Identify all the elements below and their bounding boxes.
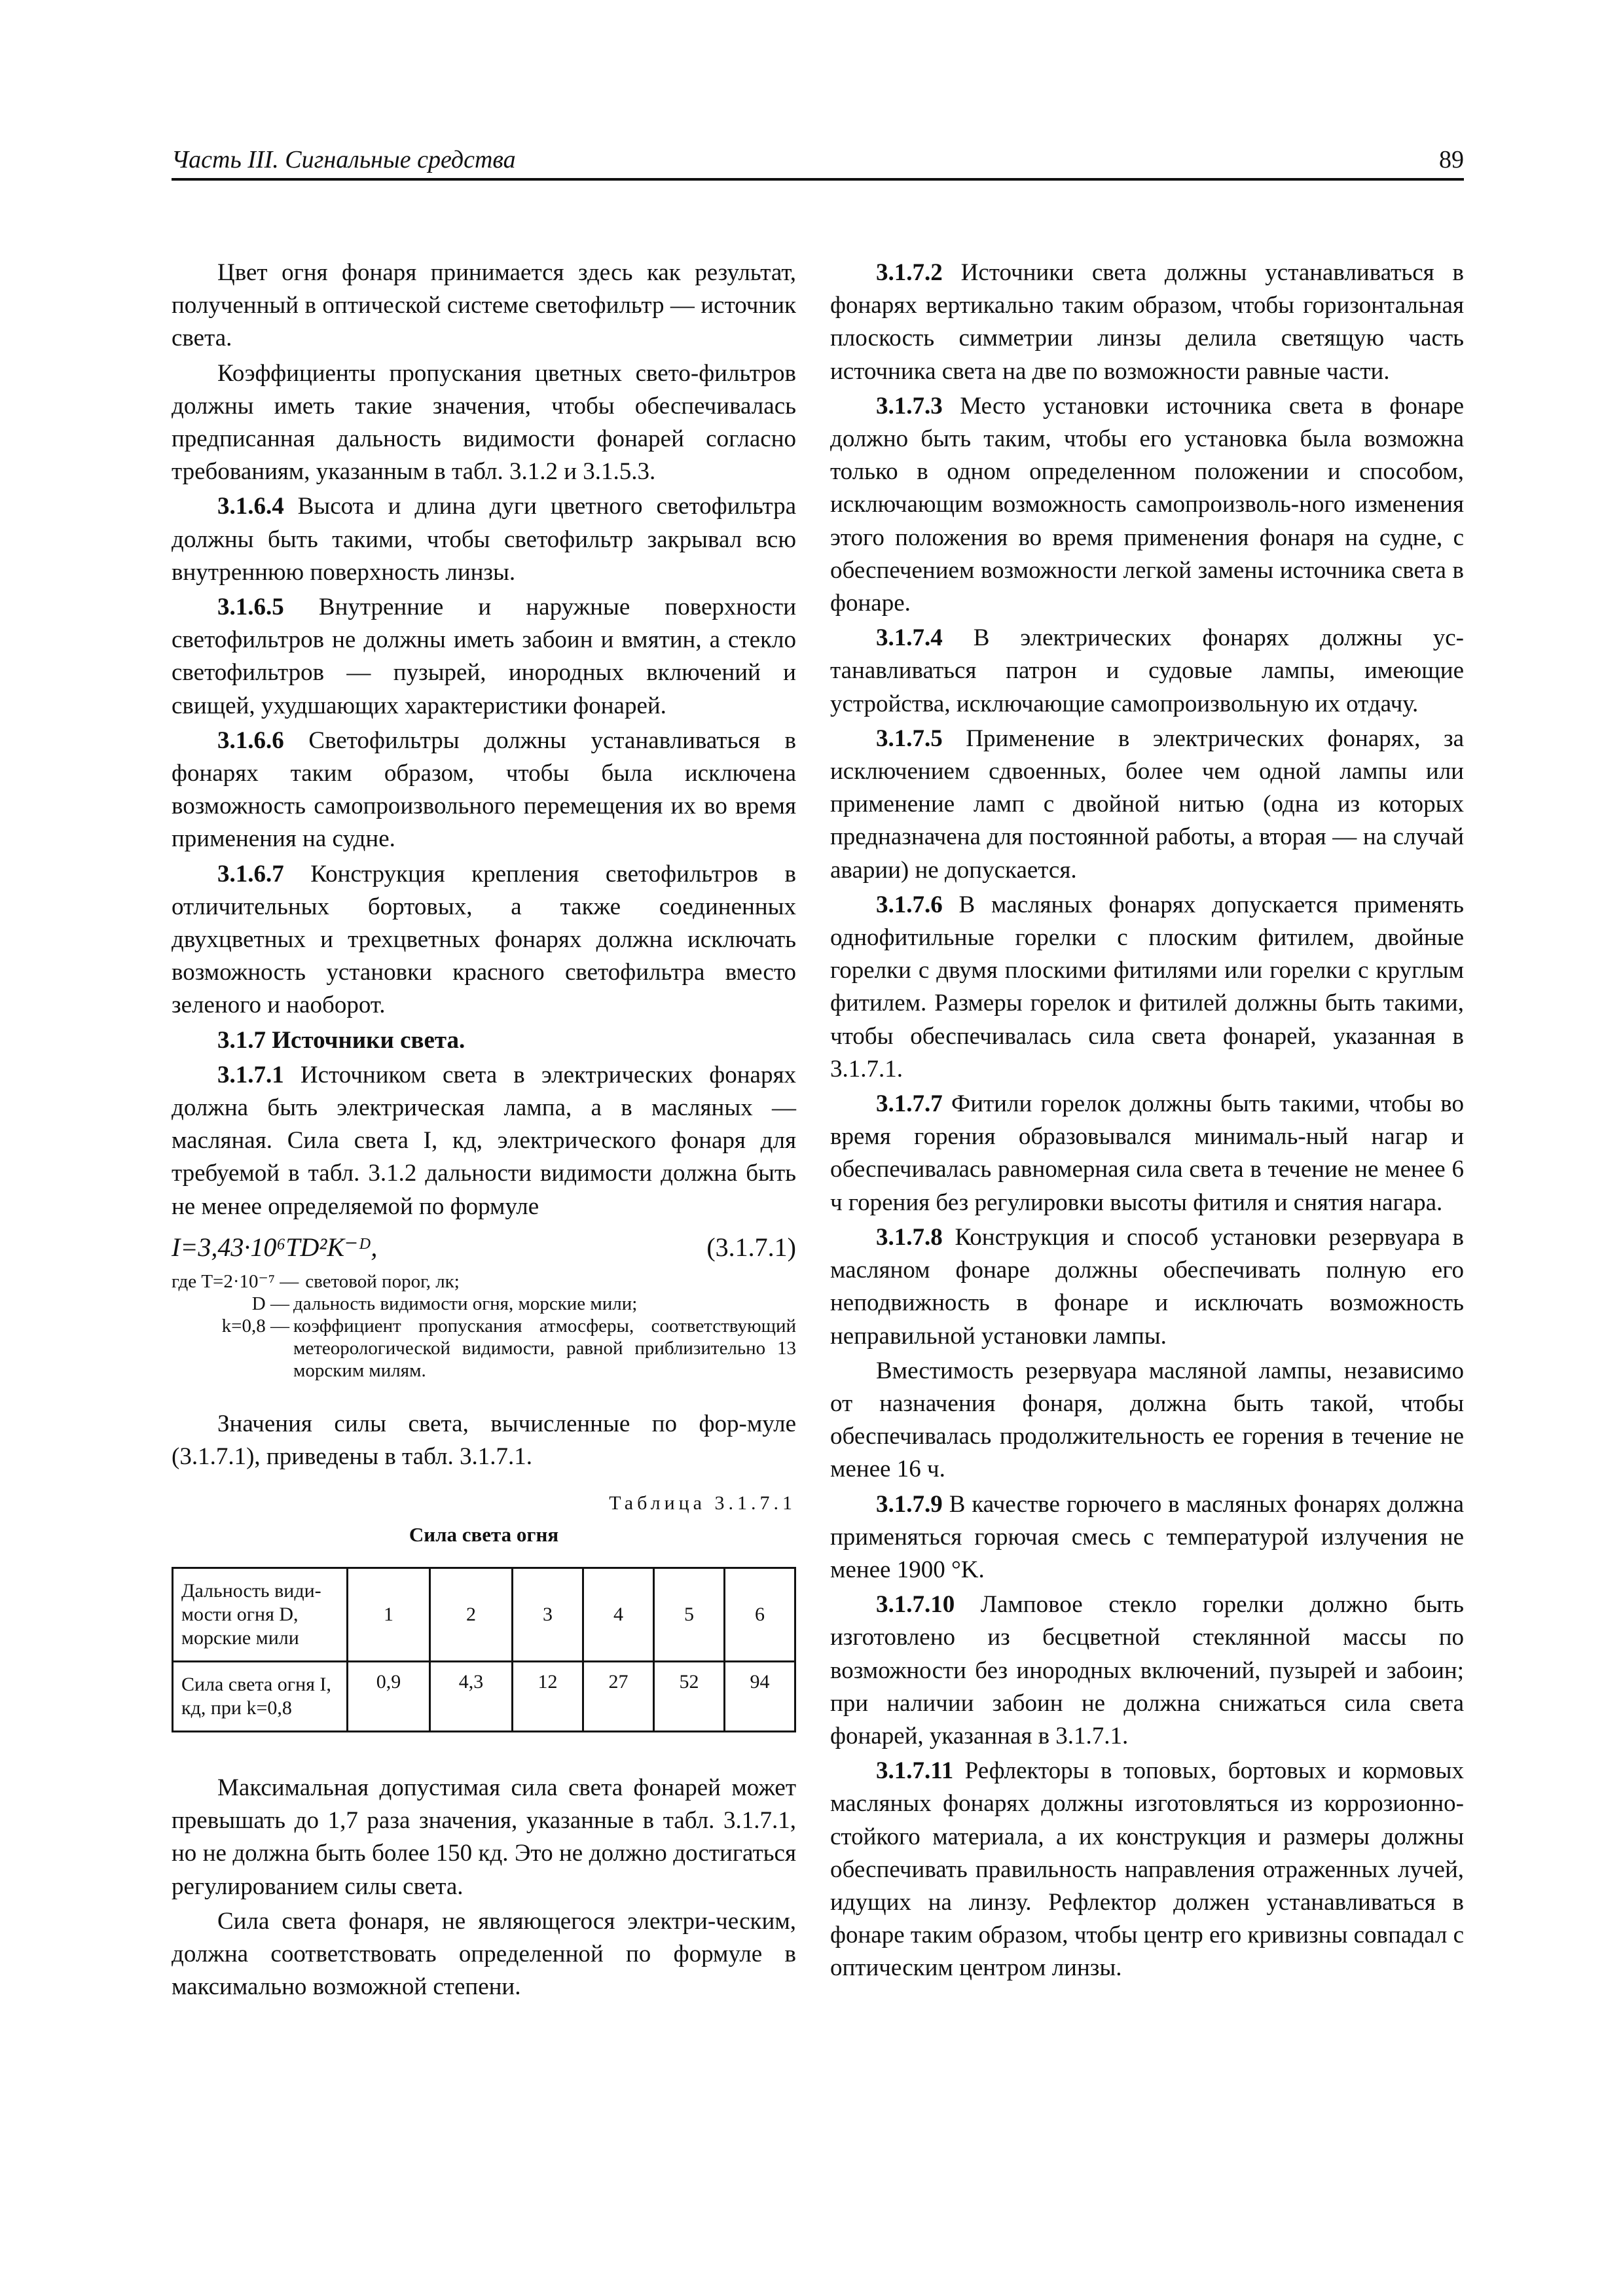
legend-label: где T=2·10⁻⁷ — xyxy=(172,1271,299,1293)
table-cell: 52 xyxy=(654,1661,725,1731)
section-3-1-7-3 xyxy=(830,390,1464,620)
section-number: 3.1.7.6 xyxy=(876,891,943,918)
formula-legend xyxy=(172,1270,796,1382)
section-text: Конструкция и способ установки резервуара в масляном фонаре должны обеспечивать полную его неподвижность в фонаре и исключать возможность неправильной установки лампы. xyxy=(830,1223,1464,1350)
right-column xyxy=(830,257,1464,1987)
section-number: 3.1.6.7 xyxy=(217,860,284,888)
header-rule xyxy=(172,178,1464,181)
section-heading: 3.1.7 Источники света. xyxy=(217,1026,465,1054)
section-text: Применение в электрических фонарях, за исключением сдвоенных, более чем одной лампы или применение ламп с двойной нитью (одна из которых предназначена для постоянной работы, а вторая — на случай аварии) не допускается. xyxy=(830,725,1464,884)
section-number: 3.1.7.9 xyxy=(876,1490,943,1518)
legend-label: k=0,8 — xyxy=(221,1316,289,1337)
left-column xyxy=(172,257,796,2005)
table-cell: 3 xyxy=(513,1568,583,1661)
section-number: 3.1.6.5 xyxy=(217,594,284,621)
section-number: 3.1.7.1 xyxy=(217,1061,284,1088)
table-cell: 4 xyxy=(583,1568,654,1661)
section-3-1-7-6 xyxy=(830,889,1464,1086)
section-number: 3.1.7.2 xyxy=(876,259,943,286)
section-number: 3.1.7.5 xyxy=(876,725,943,752)
section-3-1-7-heading xyxy=(172,1024,796,1057)
section-text: Ламповое стекло горелки должно быть изготовлено из бесцветной стеклянной массы по возможности без инородных включений, пузырей и забоин; при наличии забоин не должна снижаться сила света фонарей, указанная в 3.1.7.1. xyxy=(830,1591,1464,1749)
section-3-1-7-9 xyxy=(830,1488,1464,1587)
section-3-1-7-11 xyxy=(830,1755,1464,1984)
section-3-1-7-8 xyxy=(830,1221,1464,1353)
section-number: 3.1.7.7 xyxy=(876,1090,943,1118)
table-cell: 4,3 xyxy=(430,1661,513,1731)
table-row-header: Дальность види-мости огня D, морские мили xyxy=(173,1568,348,1661)
section-3-1-6-4 xyxy=(172,490,796,589)
running-title: Часть III. Сигнальные средства xyxy=(172,146,516,173)
paragraph-tank-capacity: Вместимость резервуара масляной лампы, независимо от назначения фонаря, должна быть такой, чтобы обеспечивалась продолжительность ее горения в течение не менее 16 ч. xyxy=(830,1357,1464,1483)
paragraph-max-intensity: Максимальная допустимая сила света фонарей может превышать до 1,7 раза значения, указанные в табл. 3.1.7.1, но не должна быть более 150 кд. Это не должно достигаться регулированием силы света. xyxy=(172,1774,796,1900)
section-text: В качестве горючего в масляных фонарях должна применяться горючая смесь с температурой излучения не менее 1900 °K. xyxy=(830,1490,1464,1583)
table-cell: 27 xyxy=(583,1661,654,1731)
section-number: 3.1.7.8 xyxy=(876,1223,943,1251)
section-3-1-7-4 xyxy=(830,622,1464,721)
table-title: Сила света огня xyxy=(409,1522,559,1546)
table-cell: 6 xyxy=(725,1568,795,1661)
section-3-1-7-5 xyxy=(830,723,1464,887)
table-cell: 1 xyxy=(348,1568,430,1661)
page-header xyxy=(172,143,1464,179)
section-number: 3.1.7.4 xyxy=(876,624,943,652)
section-number: 3.1.7.11 xyxy=(876,1757,954,1785)
table-cell: 0,9 xyxy=(348,1661,430,1731)
section-number: 3.1.6.6 xyxy=(217,726,284,754)
table-cell: 5 xyxy=(654,1568,725,1661)
section-text: Высота и длина дуги цветного светофильтра должны быть такими, чтобы светофильтр закрывал всю внутреннюю поверхность линзы. xyxy=(172,493,796,586)
legend-text: коэффициент пропускания атмосферы, соответствующий метеорологической видимости, равной приблизительно 13 морским милям. xyxy=(293,1316,796,1382)
table-cell: 94 xyxy=(725,1661,795,1731)
legend-text: световой порог, лк; xyxy=(305,1271,460,1293)
table-caption: Таблица 3.1.7.1 xyxy=(609,1492,796,1514)
formula-3-1-7-1 xyxy=(172,1231,796,1264)
section-text: Внутренние и наружные поверхности светофильтров не должны иметь забоин и вмятин, а стекло светофильтров — пузырей, инородных включений и свищей, ухудшающих характеристики фонарей. xyxy=(172,594,796,719)
paragraph-non-electric: Сила света фонаря, не являющегося электри-ческим, должна соответствовать определенной по формуле в максимально возможной степени. xyxy=(172,1907,796,2001)
table-row xyxy=(173,1661,795,1731)
section-3-1-7-1 xyxy=(172,1059,796,1223)
section-3-1-7-10 xyxy=(830,1588,1464,1753)
section-3-1-6-7 xyxy=(172,858,796,1022)
legend-row-d xyxy=(172,1293,796,1315)
legend-row-k xyxy=(172,1315,796,1382)
formula-number: (3.1.7.1) xyxy=(706,1232,796,1262)
section-text: Фитили горелок должны быть такими, чтобы во время горения образовывался минималь-ный нагар и обеспечивалась равномерная сила света в течение не менее 6 ч горения без регулировки высоты фитиля и снятия нагара. xyxy=(830,1090,1464,1216)
section-3-1-6-6 xyxy=(172,725,796,856)
section-number: 3.1.7.3 xyxy=(876,392,943,420)
legend-label: D — xyxy=(251,1293,289,1315)
section-text: Светофильтры должны устанавливаться в фонарях таким образом, чтобы была исключена возможность самопроизвольного перемещения их во время применения на судне. xyxy=(172,726,796,853)
section-text: Источником света в электрических фонарях должна быть электрическая лампа, а в масляных — масляная. Сила света I, кд, электрического фонаря для требуемой в табл. 3.1.2 дальности видимости должна быть не менее определяемой по формуле xyxy=(172,1061,796,1220)
page-number: 89 xyxy=(1439,146,1464,173)
table-cell: 2 xyxy=(430,1568,513,1661)
legend-text: дальность видимости огня, морские мили; xyxy=(293,1293,638,1315)
section-text: В электрических фонарях должны ус-танавливаться патрон и судовые лампы, имеющие устройства, исключающие самопроизвольную их отдачу. xyxy=(830,624,1464,717)
section-number: 3.1.6.4 xyxy=(217,493,284,520)
section-text: Рефлекторы в топовых, бортовых и кормовых масляных фонарях должны изготовляться из коррозионно-стойкого материала, а их конструкция и размеры должны обеспечивать правильность направления отраженных лучей, идущих на линзу. Рефлектор должен устанавливаться в фонаре таким образом, чтобы центр его кривизны совпадал с оптическим центром линзы. xyxy=(830,1757,1464,1982)
section-3-1-7-2 xyxy=(830,257,1464,388)
section-text: Место установки источника света в фонаре должно быть таким, чтобы его установка была возможна только в одном определенном положении и способом, исключающим возможность самопроизволь-ного изменения этого положения во время применения фонаря на судне, с обеспечением возможности легкой замены источника света в фонаре. xyxy=(830,392,1464,617)
section-text: Конструкция крепления светофильтров в отличительных бортовых, а также соединенных двухцветных и трехцветных фонарях должна исключать возможность установки красного светофильтра вместо зеленого и наоборот. xyxy=(172,860,796,1019)
formula-expression: I=3,43·10⁶TD²K⁻ᴰ, xyxy=(172,1232,378,1262)
section-3-1-6-5 xyxy=(172,591,796,723)
paragraph-values: Значения силы света, вычисленные по фор-муле (3.1.7.1), приведены в табл. 3.1.7.1. xyxy=(172,1410,796,1471)
light-intensity-table xyxy=(172,1567,796,1732)
table-row xyxy=(173,1568,795,1661)
section-3-1-7-7 xyxy=(830,1088,1464,1219)
paragraph-transmission-coefficients: Коэффициенты пропускания цветных свето-фильтров должны иметь такие значения, чтобы обеспечивалась предписанная дальность видимости фонарей согласно требованиям, указанным в табл. 3.1.2 и 3.1.5.3. xyxy=(172,359,796,486)
table-row-header: Сила света огня I, кд, при k=0,8 xyxy=(173,1661,348,1731)
legend-row-t xyxy=(172,1270,796,1293)
paragraph-light-color: Цвет огня фонаря принимается здесь как результат, полученный в оптической системе светофильтр — источник света. xyxy=(172,259,796,352)
table-cell: 12 xyxy=(513,1661,583,1731)
section-number: 3.1.7.10 xyxy=(876,1591,955,1619)
section-text: В масляных фонарях допускается применять однофитильные горелки с плоским фитилем, двойные горелки с двумя плоскими фитилями или горелки с круглым фитилем. Размеры горелок и фитилей должны быть такими, чтобы обеспечивалась сила света фонарей, указанная в 3.1.7.1. xyxy=(830,891,1464,1083)
section-text: Источники света должны устанавливаться в фонарях вертикально таким образом, чтобы горизонтальная плоскость симметрии линзы делила светящую часть источника света на две по возможности равные части. xyxy=(830,259,1464,385)
